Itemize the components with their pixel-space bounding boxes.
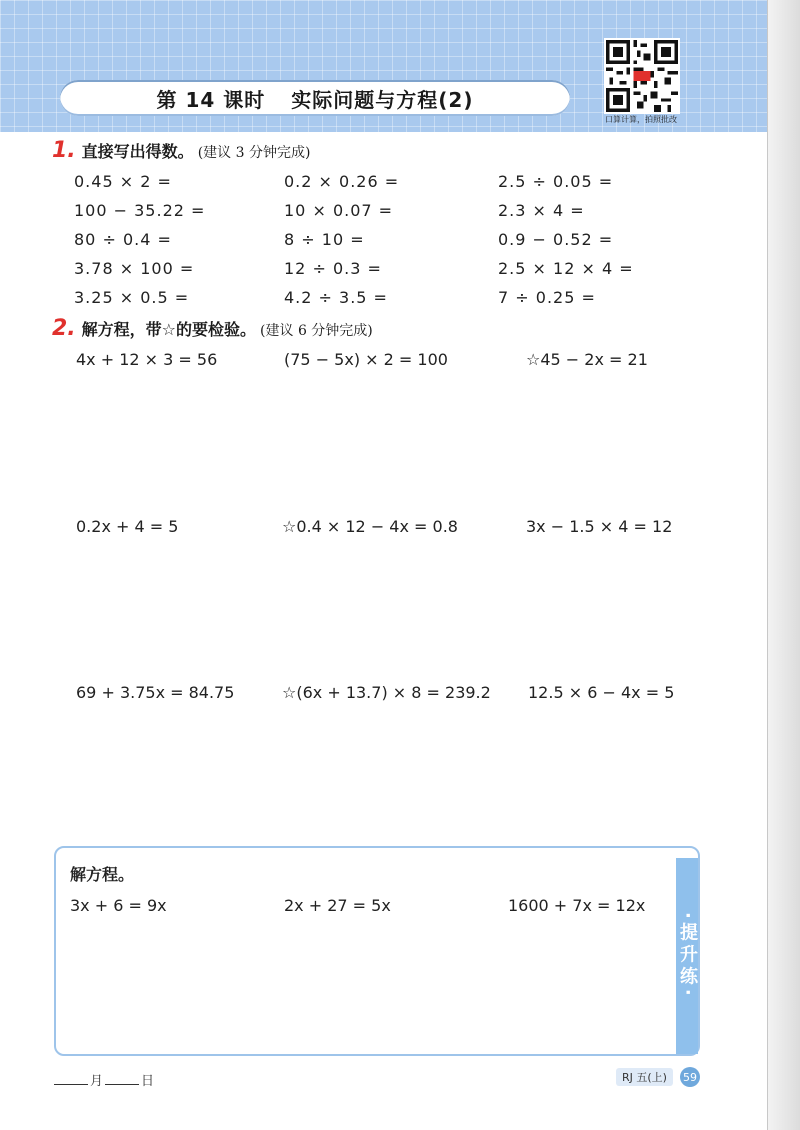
calc-item: 2.5 ÷ 0.05 = [498,172,614,191]
extension-tab: ·提升练· [676,858,698,1054]
page-edge [767,0,800,1130]
calc-item: 0.2 × 0.26 = [284,172,400,191]
section-2-hint: (建议 6 分钟完成) [260,323,373,339]
calc-item: 8 ÷ 10 = [284,230,365,249]
equation-item: ☆(6x + 13.7) × 8 = 239.2 [282,683,491,702]
day-blank[interactable] [105,1084,139,1085]
extension-box [54,846,700,1056]
lesson-number: 第 14 课时 [156,87,266,112]
calc-item: 80 ÷ 0.4 = [74,230,172,249]
calc-item: 0.9 − 0.52 = [498,230,614,249]
day-label: 日 [141,1074,155,1089]
extension-equation: 3x + 6 = 9x [70,896,167,915]
section-1-hint: (建议 3 分钟完成) [197,145,311,161]
section-2-heading [52,316,373,341]
month-label: 月 [90,1074,104,1089]
date-line [52,1070,154,1089]
grade-tag: RJ 五(上) [616,1068,673,1086]
page-title [60,80,570,116]
qr-caption: 口算计算，拍照批改 [605,115,677,124]
extension-equation: 2x + 27 = 5x [284,896,391,915]
calc-item: 4.2 ÷ 3.5 = [284,288,388,307]
calc-item: 0.45 × 2 = [74,172,172,191]
lesson-title: 实际问题与方程(2) [291,87,474,112]
month-blank[interactable] [54,1084,88,1085]
qr-code-icon[interactable] [604,38,680,114]
calc-item: 2.3 × 4 = [498,201,585,220]
equation-item: 12.5 × 6 − 4x = 5 [528,683,675,702]
calc-item: 3.25 × 0.5 = [74,288,190,307]
extension-equation: 1600 + 7x = 12x [508,896,646,915]
calc-item: 3.78 × 100 = [74,259,195,278]
equation-item: ☆45 − 2x = 21 [526,350,648,369]
section-2-title: 解方程，带☆的要检验。 [81,320,257,339]
section-1-heading [52,138,310,163]
equation-item: 0.2x + 4 = 5 [76,517,179,536]
calc-item: 100 − 35.22 = [74,201,206,220]
equation-item: 69 + 3.75x = 84.75 [76,683,235,702]
equation-item: 3x − 1.5 × 4 = 12 [526,517,673,536]
equation-item: (75 − 5x) × 2 = 100 [284,350,448,369]
extension-title: 解方程。 [70,865,135,884]
section-2-number: 2. [52,316,76,341]
calc-item: 7 ÷ 0.25 = [498,288,596,307]
calc-item: 2.5 × 12 × 4 = [498,259,634,278]
page-number: 59 [680,1067,700,1087]
calc-item: 10 × 0.07 = [284,201,394,220]
equation-item: 4x + 12 × 3 = 56 [76,350,218,369]
section-1-title: 直接写出得数。 [81,142,194,161]
section-1-number: 1. [52,138,76,163]
equation-item: ☆0.4 × 12 − 4x = 0.8 [282,517,458,536]
calc-item: 12 ÷ 0.3 = [284,259,382,278]
